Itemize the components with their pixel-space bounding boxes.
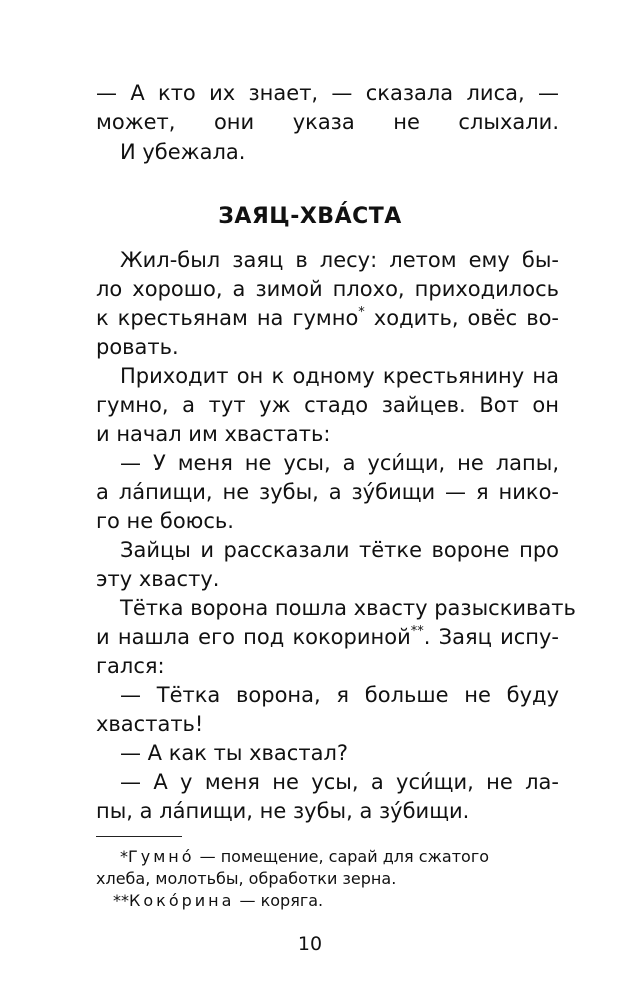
text-line: гумно, а тут уж стадо зайцев. Вот он: [96, 393, 559, 417]
text-line: хвастать!: [96, 712, 204, 736]
page-number: 10: [297, 933, 323, 955]
story-title: ЗАЯЦ-ХВА́СТА: [218, 204, 402, 229]
text-line: гался:: [96, 654, 165, 678]
text-fragment: к крестьянам на гумно: [96, 306, 359, 330]
footnote: [113, 890, 323, 912]
text-line: а ла́пищи, не зубы, а зу́бищи — я нико-: [96, 480, 559, 504]
text-line: ло хорошо, а зимой плохо, приходилось: [96, 277, 559, 301]
text-fragment: . Заяц испу-: [423, 625, 560, 649]
text-line: И убежала.: [120, 140, 246, 164]
footnote: [120, 846, 489, 868]
text-line: — У меня не усы, а уси́щи, не лапы,: [120, 451, 559, 475]
text-line: и начал им хвастать:: [96, 422, 331, 446]
text-line: Приходит он к одному крестьянину на: [120, 364, 559, 388]
text-line: — А у меня не усы, а уси́щи, не ла-: [120, 770, 559, 794]
text-fragment: ходить, овёс во-: [373, 306, 559, 330]
text-line: — Тётка ворона, я больше не буду: [120, 683, 559, 707]
text-line: [96, 624, 559, 654]
text-line: го не боюсь.: [96, 509, 234, 533]
text-line: Зайцы и рассказали тётке вороне про: [120, 538, 559, 562]
text-line: Жил-был заяц в лесу: летом ему бы-: [120, 248, 559, 272]
text-line: Тётка ворона пошла хвасту разыскивать: [120, 596, 576, 620]
text-line: пы, а ла́пищи, не зубы, а зу́бищи.: [96, 799, 470, 823]
footnote-text: — коряга.: [234, 891, 324, 910]
footnote-term: Гумно́: [128, 847, 195, 866]
footnote-text: — помещение, сарай для сжатого: [194, 847, 490, 866]
footnote-marker: *: [358, 305, 365, 320]
footnote-divider: [96, 836, 182, 837]
footnote-mark: *: [120, 847, 128, 866]
text-fragment: и нашла его под кокориной: [96, 625, 411, 649]
footnote-line: хлеба, молотьбы, обработки зерна.: [96, 869, 397, 888]
footnote-term: Коко́рина: [129, 891, 235, 910]
text-line: может, они указа не слыхали.: [96, 110, 559, 134]
footnote-marker: **: [410, 624, 424, 639]
text-line: ровать.: [96, 335, 179, 359]
text-line: — А как ты хвастал?: [120, 741, 349, 765]
text-line: — А кто их знает, — сказала лиса, —: [96, 81, 559, 105]
text-line: эту хвасту.: [96, 567, 220, 591]
footnote-mark: **: [113, 891, 129, 910]
text-line: [96, 305, 559, 335]
